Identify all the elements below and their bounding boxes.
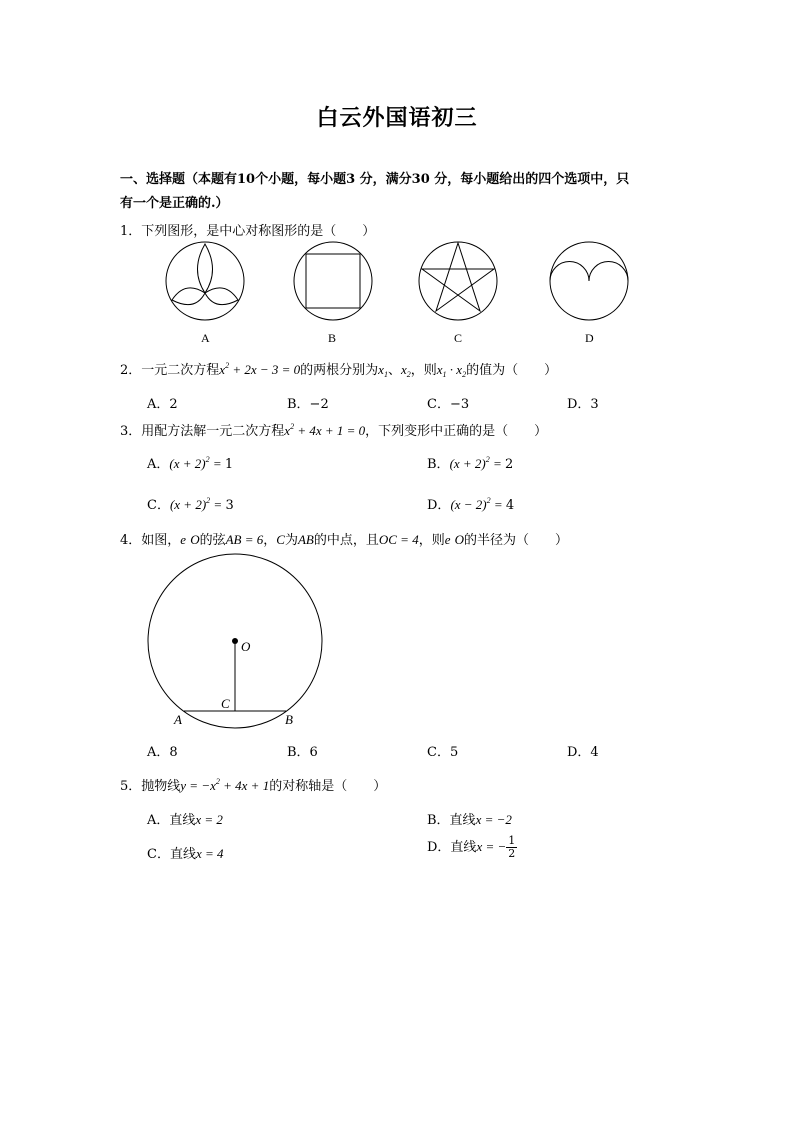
label-a: A: [174, 712, 182, 727]
q5-stem: 5．抛物线$y = -x^2 + 4x + 1$的对称轴是（ ）: [120, 777, 387, 794]
figure-b: [294, 242, 372, 320]
q4-stem: 4．如图，e O的弦AB = 6，C为AB的中点，且OC = 4，则e O的半径为（ ）: [120, 532, 569, 548]
q5-option-c: C．直线x = 4: [147, 846, 224, 862]
center-point-o: [232, 638, 238, 644]
q3-stem: 3．用配方法解一元二次方程$x^2 + 4x + 1 = 0$，下列变形中正确的是（ ）: [120, 422, 548, 439]
q3-option-d: D．$(x - 2)^2 = 4$: [427, 496, 515, 513]
q2-equation: $x^2 + 2x - 3 = 0$: [219, 361, 301, 377]
q1-label-c: C: [454, 331, 463, 345]
q2-option-d: D．3: [567, 397, 599, 412]
q1-label-b: B: [328, 331, 337, 345]
label-o: O: [241, 639, 251, 654]
page-title: 白云外国语初三: [316, 105, 478, 131]
q4-option-b: B．6: [287, 745, 318, 760]
q3-equation: $x^2 + 4x + 1 = 0$: [284, 422, 366, 438]
q4-figure: [140, 560, 340, 740]
q1-label-d: D: [585, 331, 594, 345]
q5-equation: $y = -x^2 + 4x + 1$: [180, 777, 270, 793]
q1-label-a: A: [201, 331, 210, 345]
q2-option-a: A．2: [147, 397, 178, 412]
q4-option-a: A．8: [147, 745, 178, 760]
label-c: C: [221, 696, 230, 711]
q5-option-d-fraction: $\frac{1}{2}$: [508, 834, 516, 860]
q3-option-a: A．$(x + 2)^2 = 1$: [147, 455, 234, 472]
section-header-line1: 一、选择题（本题有10个小题，每小题3 分，满分30 分，每小题给出的四个选项中，只: [120, 172, 630, 187]
q4-option-d: D．4: [567, 745, 599, 760]
q5-option-b: B．直线x = −2: [427, 812, 512, 828]
q2-stem: 2．一元二次方程$x^2 + 2x - 3 = 0$的两根分别为$x_1$、$x_2$，则$x_1 \cdot x_2$的值为（ ）: [120, 361, 558, 379]
figure-a: [166, 242, 244, 320]
q5-option-d: D．直线x = − $\frac{1}{2}$: [427, 834, 516, 860]
q5-option-a: A．直线x = 2: [147, 812, 223, 828]
q2-option-c: C．−3: [427, 397, 470, 412]
q4-option-c: C．5: [427, 745, 459, 760]
q2-option-b: B．−2: [287, 397, 329, 412]
q1-figures: [0, 240, 794, 360]
q3-option-c: C．$(x + 2)^2 = 3$: [147, 496, 234, 513]
label-b: B: [285, 712, 293, 727]
section-header-line2: 有一个是正确的.）: [120, 196, 229, 211]
figure-d: [550, 242, 628, 320]
q1-stem: 1．下列图形，是中心对称图形的是（ ）: [120, 224, 376, 239]
q3-option-b: B．$(x + 2)^2 = 2$: [427, 455, 514, 472]
figure-c: [419, 242, 497, 320]
